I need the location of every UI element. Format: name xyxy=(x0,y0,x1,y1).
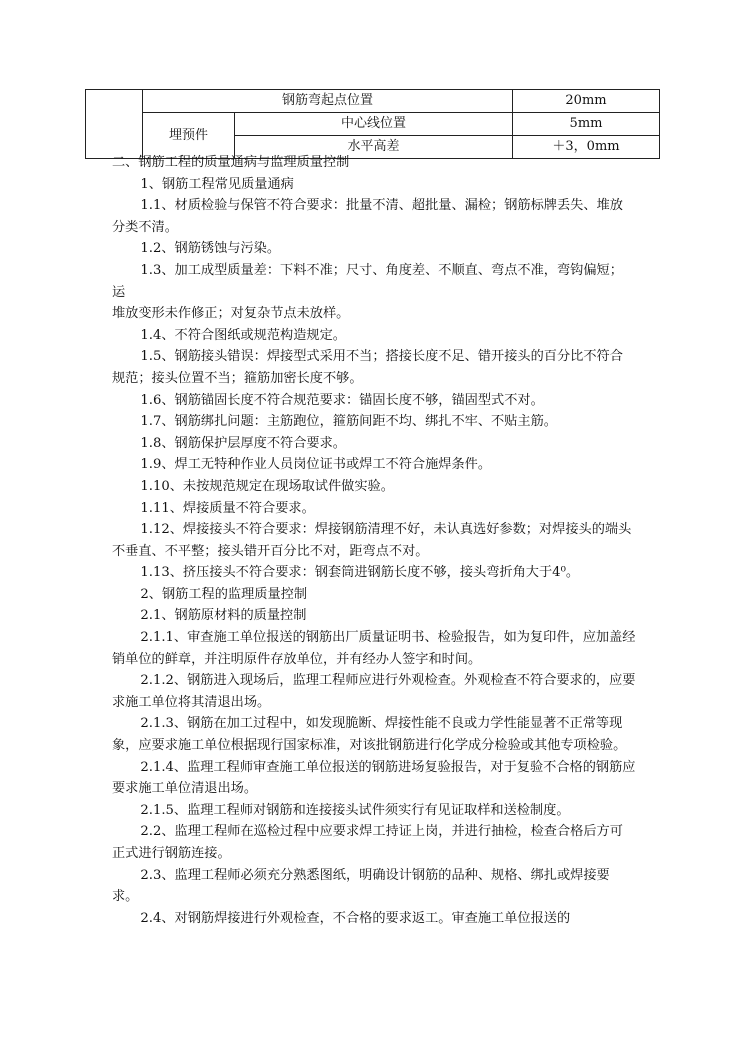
body-paragraph: 1.7、钢筋绑扎问题：主筋跑位，箍筋间距不均、绑扎不牢、不贴主筋。 xyxy=(140,414,557,430)
body-paragraph: 1.6、钢筋锚固长度不符合规范要求：锚固长度不够，锚固型式不对。 xyxy=(140,392,544,408)
table-cell-label: 中心线位置 xyxy=(235,113,513,136)
table-cell-group: 埋预件 xyxy=(143,113,235,159)
table-cell-value: 20mm xyxy=(513,90,660,113)
body-paragraph: 二、钢筋工程的质量通病与监理质量控制 xyxy=(112,155,350,170)
body-paragraph: 1.2、钢筋锈蚀与污染。 xyxy=(140,241,281,257)
body-paragraph: 2.1.5、监理工程师对钢筋和连接接头试件须实行有见证取样和送检制度。 xyxy=(140,802,570,818)
body-paragraph: 1.10、未按规范规定在现场取试件做实验。 xyxy=(140,478,394,494)
tolerance-table xyxy=(85,89,660,159)
table-row xyxy=(86,113,660,136)
body-paragraph: 2.2、监理工程师在巡检过程中应要求焊工持证上岗，并进行抽检，检查合格后方可正式进行钢筋连接。 xyxy=(112,824,623,861)
body-paragraph: 2.4、对钢筋焊接进行外观检查，不合格的要求返工。审查施工单位报送的 xyxy=(140,910,571,926)
body-paragraph: 2.1.2、钢筋进入现场后，监理工程师应进行外观检查。外观检查不符合要求的，应要求施工单位将其清退出场。 xyxy=(112,673,636,710)
body-paragraph: 1.11、焊接质量不符合要求。 xyxy=(140,500,315,516)
body-paragraph: 2.1、钢筋原材料的质量控制 xyxy=(140,608,307,624)
body-paragraph: 堆放变形未作修正；对复杂节点未放样。 xyxy=(112,306,350,322)
body-paragraph: 1.5、钢筋接头错误：焊接型式采用不当；搭接长度不足、错开接头的百分比不符合规范；接头位置不当；箍筋加密长度不够。 xyxy=(112,349,623,386)
body-paragraph: 1.4、不符合图纸或规范构造规定。 xyxy=(140,327,346,343)
body-paragraph: 1.9、焊工无特种作业人员岗位证书或焊工不符合施焊条件。 xyxy=(140,457,492,473)
document-body xyxy=(112,152,636,929)
body-paragraph: 2.3、监理工程师必须充分熟悉图纸，明确设计钢筋的品种、规格、绑扎或焊接要求。 xyxy=(112,867,610,905)
table-cell-label: 钢筋弯起点位置 xyxy=(143,90,513,113)
body-paragraph: 2、钢筋工程的监理质量控制 xyxy=(140,586,308,602)
body-paragraph: 1、钢筋工程常见质量通病 xyxy=(140,176,294,192)
body-paragraph: 2.1.3、钢筋在加工过程中，如发现脆断、焊接性能不良或力学性能显著不正常等现象，应要求施工单位根据现行国家标准，对该批钢筋进行化学成分检验或其他专项检验。 xyxy=(112,716,627,754)
body-paragraph: 1.8、钢筋保护层厚度不符合要求。 xyxy=(140,435,346,451)
body-paragraph: 1.12、焊接接头不符合要求：焊接钢筋清理不好，未认真选好参数；对焊接头的端头不垂直、不平整；接头错开百分比不对，距弯点不对。 xyxy=(112,522,632,559)
body-paragraph: 1.13、挤压接头不符合要求：钢套筒进钢筋长度不够，接头弯折角大于4⁰。 xyxy=(140,565,580,581)
table-blank-cell xyxy=(86,90,143,159)
table-cell-value: 5mm xyxy=(513,113,660,136)
body-paragraph: 1.1、材质检验与保管不符合要求：批量不清、超批量、漏检；钢筋标牌丢失、堆放分类不清。 xyxy=(112,198,623,235)
body-paragraph: 1.3、加工成型质量差：下料不准；尺寸、角度差、不顺直、弯点不准，弯钩偏短；运 xyxy=(112,262,623,300)
table-row xyxy=(86,90,660,113)
body-paragraph: 2.1.1、审查施工单位报送的钢筋出厂质量证明书、检验报告，如为复印件，应加盖经销单位的鲜章，并注明原件存放单位，并有经办人签字和时间。 xyxy=(112,630,636,667)
body-paragraph: 2.1.4、监理工程师审查施工单位报送的钢筋进场复验报告，对于复验不合格的钢筋应要求施工单位清退出场。 xyxy=(112,759,636,797)
table-cell-value: ＋3，0mm xyxy=(513,136,660,159)
table-cell-label: 水平高差 xyxy=(235,136,513,159)
